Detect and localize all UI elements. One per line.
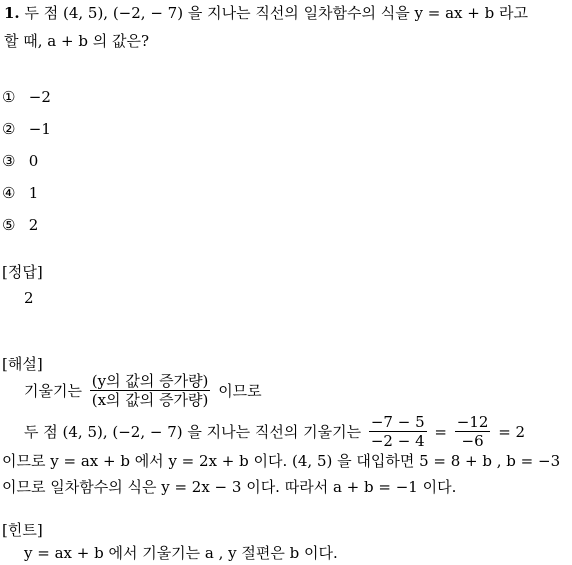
option-mark: ② bbox=[2, 120, 16, 138]
slope-denominator: (x의 값의 증가량) bbox=[91, 391, 209, 409]
fraction-2-denominator: −6 bbox=[461, 432, 484, 450]
option-text: 0 bbox=[28, 152, 39, 170]
question-number: 1. bbox=[4, 4, 20, 22]
slope-numerator: (y의 값의 증가량) bbox=[91, 372, 209, 390]
option-5[interactable] bbox=[2, 215, 38, 235]
hint-text: y = ax + b 에서 기울기는 a , y 절편은 b 이다. bbox=[24, 544, 338, 562]
option-text: −1 bbox=[28, 120, 51, 138]
option-text: 2 bbox=[28, 216, 39, 234]
option-mark: ① bbox=[2, 88, 16, 106]
explanation-tag: [해설] bbox=[2, 355, 43, 373]
equals-result: = 2 bbox=[498, 422, 526, 441]
answer-value: 2 bbox=[24, 289, 34, 307]
fraction-1-numerator: −7 − 5 bbox=[370, 413, 425, 431]
explanation-line-3: 이므로 y = ax + b 에서 y = 2x + b 이다. (4, 5) 을 대입하면 5 = 8 + b , b = −3 bbox=[2, 452, 561, 470]
hint-tag: [힌트] bbox=[2, 521, 43, 539]
slope-fraction bbox=[90, 372, 211, 409]
fraction-2-numerator: −12 bbox=[456, 413, 489, 431]
explanation-text-2: 두 점 (4, 5), (−2, − 7) 을 지나는 직선의 기울기는 bbox=[24, 423, 362, 441]
question-line-2: 할 때, a + b 의 값은? bbox=[4, 32, 149, 50]
answer-tag: [정답] bbox=[2, 263, 43, 281]
option-mark: ③ bbox=[2, 152, 16, 170]
option-text: 1 bbox=[28, 184, 39, 202]
question-text-1: 두 점 (4, 5), (−2, − 7) 을 지나는 직선의 일차함수의 식을 y = ax + b 라고 bbox=[24, 4, 528, 22]
option-3[interactable] bbox=[2, 151, 38, 171]
option-mark: ⑤ bbox=[2, 216, 16, 234]
option-4[interactable] bbox=[2, 183, 38, 203]
slope-prefix: 기울기는 bbox=[24, 382, 82, 400]
option-text: −2 bbox=[28, 88, 51, 106]
equals-sign-1: = bbox=[434, 422, 447, 441]
option-mark: ④ bbox=[2, 184, 16, 202]
explanation-line-4: 이므로 일차함수의 식은 y = 2x − 3 이다. 따라서 a + b = −1 이다. bbox=[2, 478, 457, 496]
question-line-1 bbox=[4, 3, 528, 23]
slope-suffix: 이므로 bbox=[218, 382, 262, 400]
option-1[interactable] bbox=[2, 87, 51, 107]
explanation-line-2 bbox=[24, 413, 525, 450]
slope-calc-fraction-1 bbox=[369, 413, 427, 450]
explanation-slope-def bbox=[24, 372, 262, 409]
fraction-1-denominator: −2 − 4 bbox=[370, 432, 425, 450]
slope-calc-fraction-2 bbox=[455, 413, 491, 450]
option-2[interactable] bbox=[2, 119, 51, 139]
